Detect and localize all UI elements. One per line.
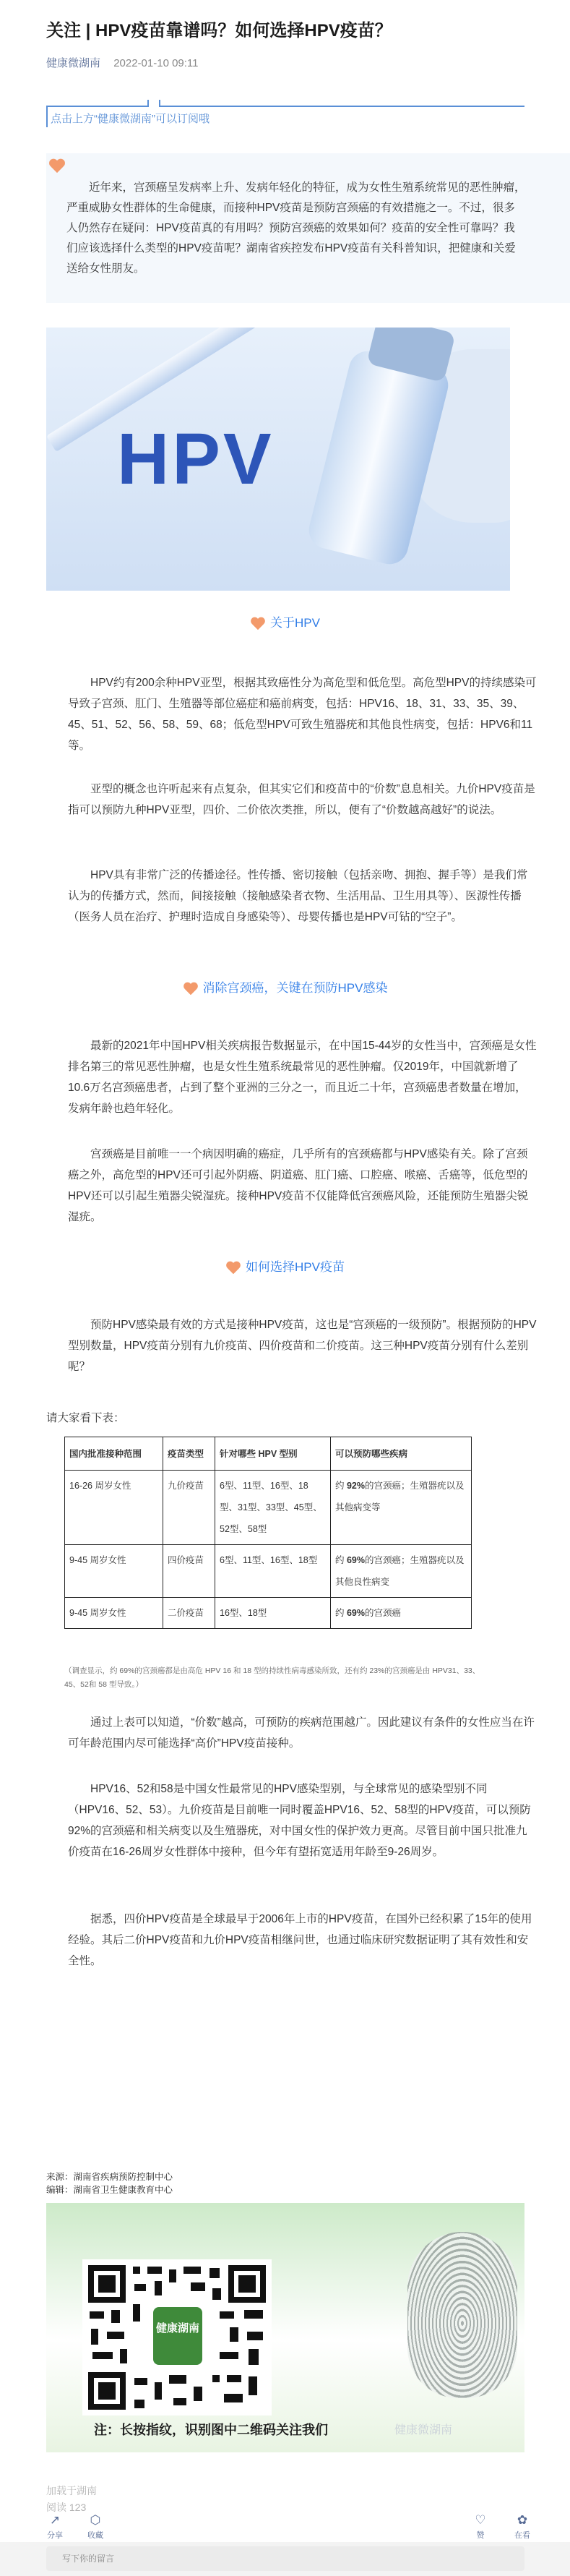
action-bar xyxy=(0,2513,570,2542)
disease-percent: 69% xyxy=(346,1555,366,1565)
wow-button[interactable] xyxy=(506,2513,538,2541)
follow-tip-text: 点击上方“健康微湖南”可以订阅哦 xyxy=(51,113,210,125)
section-heading-eliminate xyxy=(0,977,570,996)
type-cell: 九价疫苗 xyxy=(163,1471,215,1545)
disease-percent: 69% xyxy=(346,1608,366,1618)
section-heading-about xyxy=(0,612,570,631)
table-row xyxy=(65,1598,472,1629)
heart-icon xyxy=(226,1262,241,1275)
like-button[interactable] xyxy=(465,2513,496,2541)
section-heading-text: 如何选择HPV疫苗 xyxy=(246,1260,345,1274)
section-heading-choose xyxy=(0,1257,570,1275)
about-paragraph-3: HPV具有非常广泛的传播途径。性传播、密切接触（包括亲吻、拥抱、握手等）是我们常认为的传播方式，然而，间接接触（接触感染者衣物、生活用品、卫生用具等）、医源性传播（医务人员在治疗、护理时造成自身感染等）、母婴传播也是HPV可钻的“空子”。 xyxy=(68,869,528,923)
like-label: 赞 xyxy=(476,2531,485,2540)
disease-cell xyxy=(331,1471,472,1545)
choose-paragraph-2: 通过上表可以知道，“价数”越高，可预防的疾病范围越广。因此建议有条件的女性应当在许可年龄范围内尽可能选择“高价”HPV疫苗接种。 xyxy=(68,1716,535,1750)
share-icon: ↗ xyxy=(49,2513,61,2527)
disease-prefix: 约 xyxy=(335,1555,347,1565)
follow-tip[interactable] xyxy=(46,106,524,127)
favorite-label: 收藏 xyxy=(87,2531,103,2540)
qr-caption: 注：长按指纹，识别图中二维码关注我们 xyxy=(94,2423,328,2437)
intro-box xyxy=(46,153,570,303)
image-watermark: 健康微湖南 xyxy=(394,2424,453,2436)
range-cell: 16-26 周岁女性 xyxy=(65,1471,163,1545)
favorite-icon: ⬡ xyxy=(90,2513,101,2527)
range-cell: 9-45 周岁女性 xyxy=(65,1545,163,1598)
about-paragraph-1: HPV约有200余种HPV亚型，根据其致癌性分为高危型和低危型。高危型HPV的持续感染可导致子宫颈、肛门、生殖器等部位癌症和癌前病变，包括：HPV16、18、31、33、35、39、45、51、52、56、58、59、68；低危型HPV可致生殖器疣和其他良性病变，包括：HPV6和11等。 xyxy=(68,677,537,752)
about-paragraph-2: 亚型的概念也许听起来有点复杂，但其实它们和疫苗中的“价数”息息相关。九价HPV疫苗是指可以预防九种HPV亚型，四价、二价依次类推，所以，便有了“价数越高越好”的说法。 xyxy=(68,783,535,816)
article-meta xyxy=(46,55,199,70)
section-heading-text: 关于HPV xyxy=(270,616,320,630)
share-label: 分享 xyxy=(47,2531,63,2540)
disease-suffix: 的宫颈癌；生殖器疣以及其他病变等 xyxy=(335,1481,465,1512)
source-line: 来源：湖南省疾病预防控制中心 xyxy=(46,2172,173,2182)
eliminate-paragraph-1: 最新的2021年中国HPV相关疾病报告数据显示，在中国15-44岁的女性当中，宫颈癌是女性排名第三的常见恶性肿瘤，也是女性生殖系统最常见的恶性肿瘤。仅2019年，中国就新增了10.6万名宫颈癌患者，占到了整个亚洲的三分之一，而且近二十年，宫颈癌患者数量在增加，发病年龄也趋年轻化。 xyxy=(68,1040,537,1115)
strains-cell: 16型、18型 xyxy=(215,1598,331,1629)
table-header-row xyxy=(65,1437,472,1471)
disease-cell xyxy=(331,1598,472,1629)
follow-tip-tab xyxy=(147,100,160,107)
publish-date: 2022-01-10 09:11 xyxy=(113,57,199,69)
qr-center-logo-text: 健康湖南 xyxy=(155,2322,200,2335)
type-cell: 四价疫苗 xyxy=(163,1545,215,1598)
disease-suffix: 的宫颈癌 xyxy=(365,1608,402,1618)
fingerprint-icon[interactable] xyxy=(407,2232,517,2398)
hero-hpv-text: HPV xyxy=(117,419,275,500)
strains-cell: 6型、11型、16型、18型 xyxy=(215,1545,331,1598)
choose-paragraph-4: 据悉，四价HPV疫苗是全球最早于2006年上市的HPV疫苗，在国外已经积累了15年的使用经验。其后二价HPV疫苗和九价HPV疫苗相继问世，也通过临床研究数据证明了其有效性和安全性。 xyxy=(68,1913,532,1967)
disease-suffix: 的宫颈癌；生殖器疣以及其他良性病变 xyxy=(335,1555,465,1587)
read-count: 阅读 123 xyxy=(46,2502,87,2513)
type-cell: 二价疫苗 xyxy=(163,1598,215,1629)
publish-location: 加载于湖南 xyxy=(46,2485,97,2496)
table-header-cell: 国内批准接种范围 xyxy=(65,1437,163,1471)
qr-follow-banner[interactable] xyxy=(46,2203,524,2452)
intro-text: 近年来，宫颈癌呈发病率上升、发病年轻化的特征，成为女性生殖系统常见的恶性肿瘤，严重威胁女性群体的生命健康，而接种HPV疫苗是预防宫颈癌的有效措施之一。不过，很多人仍然存在疑问：HPV疫苗真的有用吗？预防宫颈癌的效果如何？疫苗的安全性可靠吗？我们应该选择什么类型的HPV疫苗呢？湖南省疾控发布HPV疫苗有关科普知识，把健康和关爱送给女性朋友。 xyxy=(66,181,526,275)
hero-image[interactable] xyxy=(46,328,510,591)
account-name-link[interactable]: 健康微湖南 xyxy=(46,57,101,69)
eliminate-paragraph-2: 宫颈癌是目前唯一一个病因明确的癌症，几乎所有的宫颈癌都与HPV感染有关。除了宫颈癌之外，高危型的HPV还可引起外阴癌、阴道癌、肛门癌、口腔癌、喉癌、舌癌等，低危型的HPV还可以引起生殖器尖锐湿疣。接种HPV疫苗不仅能降低宫颈癌风险，还能预防生殖器尖锐湿疣。 xyxy=(68,1148,529,1223)
table-header-cell: 针对哪些 HPV 型别 xyxy=(215,1437,331,1471)
article-title: 关注 | HPV疫苗靠谱吗？如何选择HPV疫苗？ xyxy=(46,21,392,40)
wow-label: 在看 xyxy=(514,2531,530,2540)
flower-icon: ✿ xyxy=(517,2513,528,2527)
share-button[interactable] xyxy=(39,2513,71,2541)
disease-percent: 92% xyxy=(346,1481,366,1491)
heart-icon xyxy=(49,159,65,174)
strains-cell: 6型、11型、16型、18型、31型、33型、45型、52型、58型 xyxy=(215,1471,331,1545)
disease-prefix: 约 xyxy=(335,1481,347,1491)
thumbs-up-icon: ♡ xyxy=(475,2513,486,2527)
table-intro: 请大家看下表： xyxy=(46,1412,125,1424)
favorite-button[interactable] xyxy=(79,2513,111,2541)
choose-paragraph-1: 预防HPV感染最有效的方式是接种HPV疫苗，这也是“宫颈癌的一级预防”。根据预防的HPV型别数量，HPV疫苗分别有九价疫苗、四价疫苗和二价疫苗。这三种HPV疫苗分别有什么差别呢？ xyxy=(68,1319,537,1373)
range-cell: 9-45 周岁女性 xyxy=(65,1598,163,1629)
table-header-cell: 疫苗类型 xyxy=(163,1437,215,1471)
vaccine-comparison-table xyxy=(64,1437,472,1629)
choose-paragraph-3: HPV16、52和58是中国女性最常见的HPV感染型别，与全球常见的感染型别不同（HPV16、52、53）。九价疫苗是目前唯一同时覆盖HPV16、52、58型的HPV疫苗，可以预防92%的宫颈癌和相关病变以及生殖器疣，对中国女性的保护效力更高。尽管目前中国只批准九价疫苗在16-26周岁女性群体中接种，但今年有望拓宽适用年龄至9-26周岁。 xyxy=(68,1783,531,1858)
table-row xyxy=(65,1545,472,1598)
qr-code[interactable] xyxy=(82,2259,272,2415)
comment-bar xyxy=(0,2542,570,2576)
heart-icon xyxy=(183,983,198,996)
vaccine-vial xyxy=(305,347,452,568)
table-row xyxy=(65,1471,472,1545)
heart-icon xyxy=(251,617,265,630)
article-source xyxy=(46,2170,173,2196)
editor-line: 编辑：湖南省卫生健康教育中心 xyxy=(46,2185,173,2195)
table-header-cell: 可以预防哪些疾病 xyxy=(331,1437,472,1471)
disease-cell xyxy=(331,1545,472,1598)
disease-prefix: 约 xyxy=(335,1608,347,1618)
comment-input[interactable]: 写下你的留言 xyxy=(46,2546,524,2571)
table-footnote: （调查显示，约 69%的宫颈癌都是由高危 HPV 16 和 18 型的持续性病毒感染所致，还有约 23%的宫颈癌是由 HPV31、33、45、52和 58 型导致。） xyxy=(64,1666,480,1689)
section-heading-text: 消除宫颈癌，关键在预防HPV感染 xyxy=(202,981,388,995)
